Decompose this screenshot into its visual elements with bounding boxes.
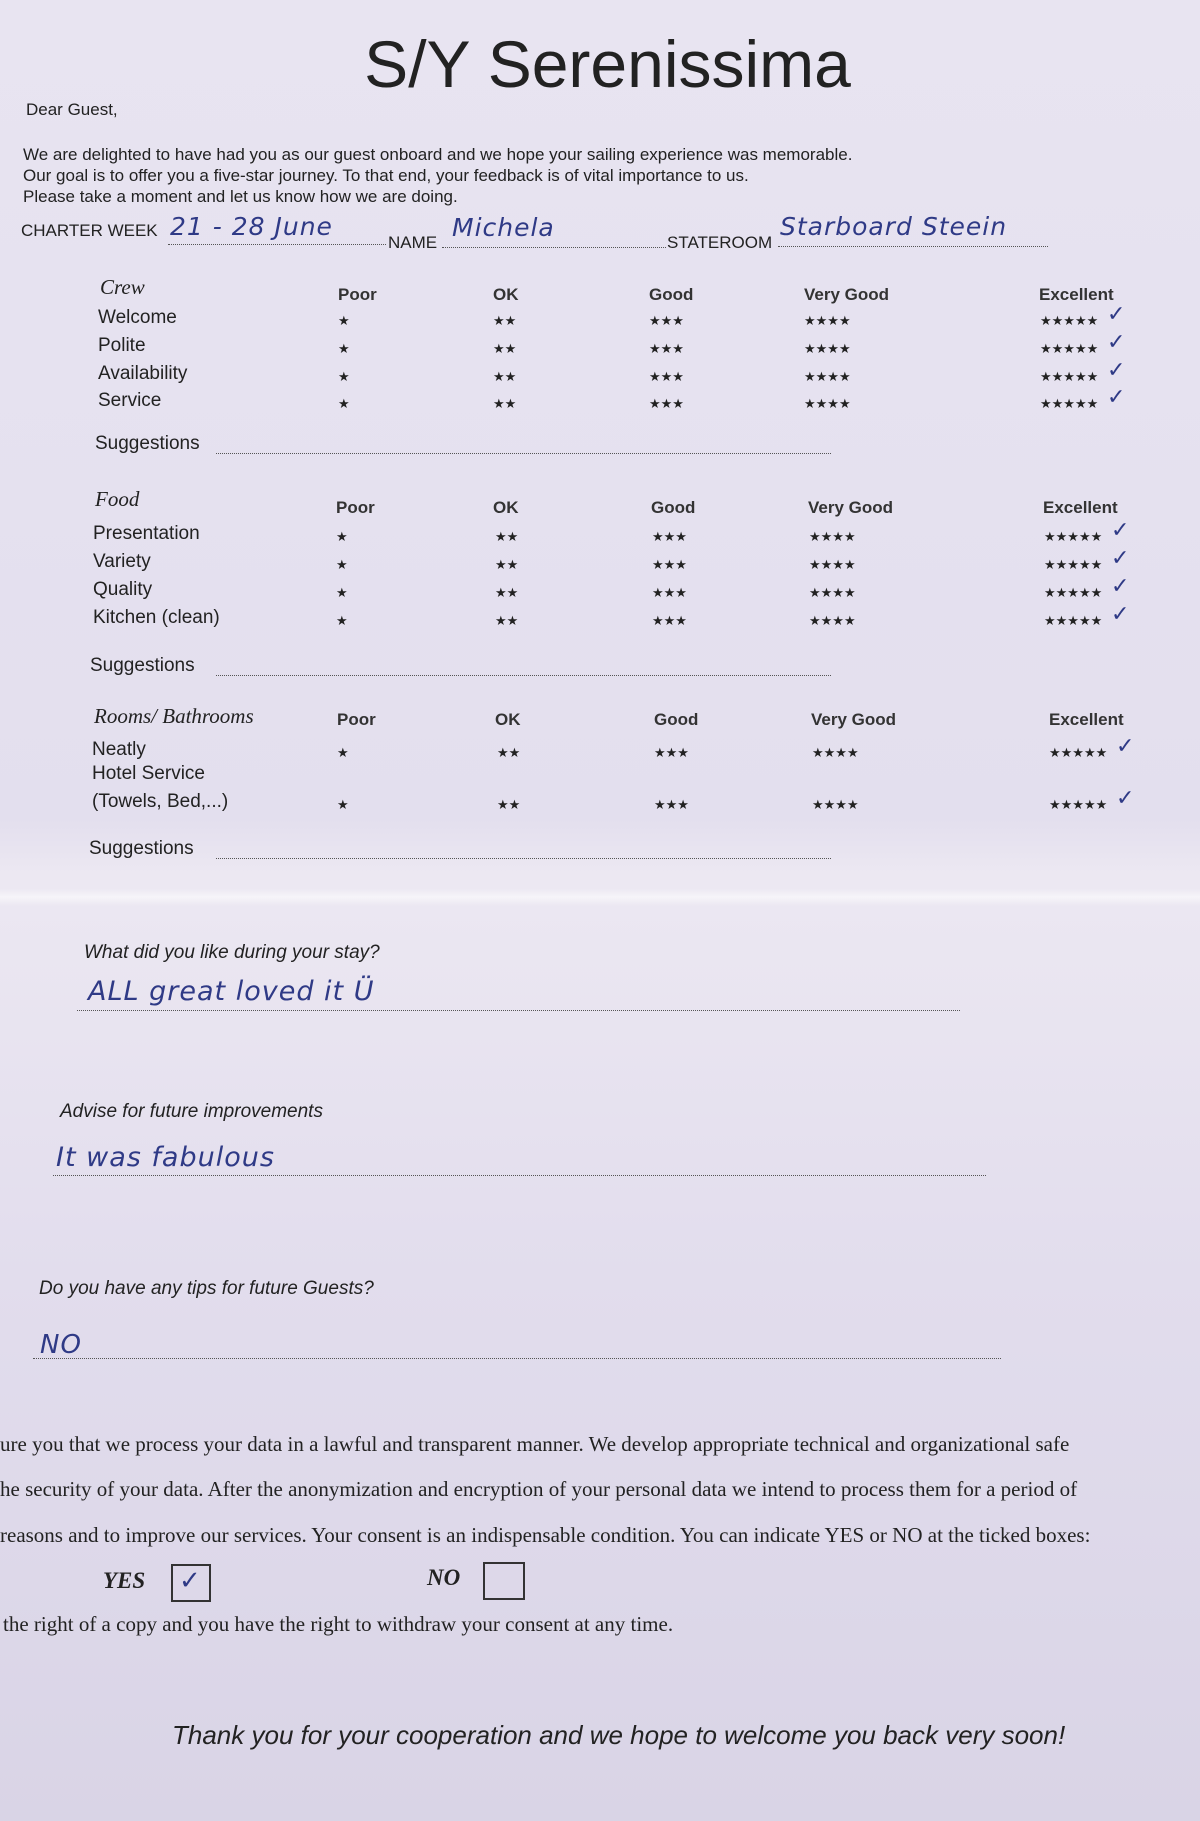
selected-check-icon: ✓ (1111, 546, 1130, 571)
answer-tips-line (33, 1358, 1001, 1359)
rating-stars-option[interactable]: ★★ (495, 529, 519, 544)
intro-line-3: Please take a moment and let us know how we are doing. (23, 187, 458, 206)
selected-check-icon: ✓ (1111, 518, 1130, 543)
rating-stars-option[interactable]: ★★★★ (812, 797, 859, 812)
consent-footer-line: the right of a copy and you have the right to withdraw your consent at any time. (3, 1612, 674, 1636)
rating-column-header: Excellent (1049, 710, 1124, 729)
rating-column-header: Poor (337, 710, 376, 729)
question-liked: What did you like during your stay? (84, 942, 380, 963)
rating-stars-option[interactable]: ★★ (495, 557, 519, 572)
rating-row-label: Hotel Service (92, 763, 205, 784)
rating-column-header: OK (495, 710, 521, 729)
stateroom-label: STATEROOM (667, 233, 773, 252)
rating-column-header: Excellent (1039, 285, 1114, 304)
rating-stars-option[interactable]: ★★★★★ (1040, 369, 1099, 384)
answer-liked[interactable]: ALL great loved it Ü (88, 976, 375, 1007)
selected-check-icon: ✓ (1116, 786, 1135, 811)
rating-stars-option[interactable]: ★★★★ (804, 313, 851, 328)
rating-stars-option[interactable]: ★ (336, 557, 348, 572)
rating-stars-option[interactable]: ★ (337, 797, 349, 812)
rating-stars-option[interactable]: ★★★ (649, 369, 684, 384)
rating-stars-option[interactable]: ★★★★ (804, 396, 851, 411)
selected-check-icon: ✓ (1111, 602, 1130, 627)
rating-row-label: Neatly (92, 739, 146, 760)
suggestions-label: Suggestions (95, 433, 200, 454)
intro-line-2: Our goal is to offer you a five-star journey. To that end, your feedback is of vital importance to us. (23, 166, 749, 185)
rating-row-label: Availability (98, 363, 188, 384)
rating-column-header: OK (493, 285, 519, 304)
selected-check-icon: ✓ (1107, 302, 1126, 327)
rating-stars-option[interactable]: ★★★★ (809, 557, 856, 572)
rating-row-label: Quality (93, 579, 153, 600)
rating-stars-option[interactable]: ★★★ (649, 313, 684, 328)
consent-no-label: NO (427, 1565, 461, 1590)
rating-stars-option[interactable]: ★★ (493, 313, 517, 328)
rating-stars-option[interactable]: ★★★★ (804, 341, 851, 356)
charter-week-line (168, 244, 386, 245)
rating-stars-option[interactable]: ★★★ (654, 745, 689, 760)
rating-stars-option[interactable]: ★★ (493, 396, 517, 411)
rating-column-header: Excellent (1043, 498, 1118, 517)
rating-stars-option[interactable]: ★★★ (652, 529, 687, 544)
rating-stars-option[interactable]: ★★★★ (809, 529, 856, 544)
rating-stars-option[interactable]: ★★★ (649, 396, 684, 411)
rating-column-header: Very Good (808, 498, 894, 517)
rating-stars-option[interactable]: ★ (336, 613, 348, 628)
rating-stars-option[interactable]: ★★ (493, 369, 517, 384)
rating-stars-option[interactable]: ★★ (495, 585, 519, 600)
rating-column-header: Good (649, 285, 694, 304)
stateroom-line (778, 246, 1048, 247)
rating-stars-option[interactable]: ★★★★★ (1044, 529, 1103, 544)
answer-improvements-line (53, 1175, 986, 1176)
answer-liked-line (77, 1010, 960, 1011)
answer-improvements[interactable]: It was fabulous (56, 1142, 275, 1173)
section-title: Crew (100, 275, 145, 299)
rating-stars-option[interactable]: ★★ (493, 341, 517, 356)
rating-stars-option[interactable]: ★★★★★ (1040, 396, 1099, 411)
rating-stars-option[interactable]: ★ (338, 341, 350, 356)
name-value[interactable]: Michela (452, 213, 555, 242)
form-title: S/Y Serenissima (364, 27, 851, 101)
rating-stars-option[interactable]: ★★★★ (812, 745, 859, 760)
suggestions-label: Suggestions (89, 838, 194, 859)
selected-check-icon: ✓ (1111, 574, 1130, 599)
suggestions-label: Suggestions (90, 655, 195, 676)
privacy-line-1: ure you that we process your data in a lawful and transparent manner. We develop appropriate technical and organizational safe (0, 1432, 1070, 1456)
rating-row-label: Kitchen (clean) (93, 607, 220, 628)
rating-stars-option[interactable]: ★ (338, 313, 350, 328)
privacy-line-3: reasons and to improve our services. Your consent is an indispensable condition. You can indicate YES or NO at the ticked boxes: (0, 1523, 1091, 1547)
closing-message: Thank you for your cooperation and we hope to welcome you back very soon! (172, 1720, 1066, 1750)
answer-tips[interactable]: NO (40, 1330, 82, 1360)
consent-yes-label: YES (103, 1568, 146, 1593)
privacy-line-2: he security of your data. After the anonymization and encryption of your personal data we intend to process them for a period of (0, 1477, 1078, 1501)
suggestions-input-line[interactable] (216, 675, 831, 676)
rating-column-header: Poor (338, 285, 377, 304)
name-label: NAME (388, 233, 438, 252)
rating-stars-option[interactable]: ★★★★★ (1040, 341, 1099, 356)
rating-column-header: Good (654, 710, 699, 729)
paper-fold (0, 888, 1200, 906)
rating-row-label: Presentation (93, 523, 200, 544)
rating-stars-option[interactable]: ★★★★★ (1044, 557, 1103, 572)
rating-stars-option[interactable]: ★★★★★ (1049, 745, 1108, 760)
rating-column-header: Good (651, 498, 696, 517)
greeting: Dear Guest, (26, 100, 118, 119)
rating-column-header: OK (493, 498, 519, 517)
selected-check-icon: ✓ (1107, 358, 1126, 383)
rating-stars-option[interactable]: ★ (338, 369, 350, 384)
rating-stars-option[interactable]: ★ (337, 745, 349, 760)
rating-stars-option[interactable]: ★★★★ (804, 369, 851, 384)
rating-stars-option[interactable]: ★★★★ (809, 585, 856, 600)
rating-stars-option[interactable]: ★★ (497, 745, 521, 760)
rating-column-header: Very Good (804, 285, 890, 304)
rating-stars-option[interactable]: ★★★★★ (1040, 313, 1099, 328)
section-title: Food (95, 487, 140, 511)
consent-no-checkbox[interactable] (483, 1562, 525, 1600)
rating-row-label: Variety (93, 551, 151, 572)
consent-yes-check-icon: ✓ (179, 1566, 201, 1596)
charter-week-value[interactable]: 21 - 28 June (170, 212, 333, 241)
charter-week-label: CHARTER WEEK (21, 221, 158, 240)
selected-check-icon: ✓ (1116, 734, 1135, 759)
selected-check-icon: ✓ (1107, 330, 1126, 355)
rating-row-label: (Towels, Bed,...) (92, 791, 229, 812)
section-title: Rooms/ Bathrooms (94, 704, 254, 728)
suggestions-input-line[interactable] (216, 858, 831, 859)
consent-yes-checkbox[interactable] (171, 1564, 211, 1602)
rating-stars-option[interactable]: ★★★★★ (1044, 585, 1103, 600)
suggestions-input-line[interactable] (216, 453, 831, 454)
rating-stars-option[interactable]: ★ (336, 585, 348, 600)
rating-stars-option[interactable]: ★★★★★ (1049, 797, 1108, 812)
rating-stars-option[interactable]: ★★ (495, 613, 519, 628)
rating-stars-option[interactable]: ★★★ (649, 341, 684, 356)
rating-column-header: Poor (336, 498, 375, 517)
rating-row-label: Polite (98, 335, 146, 356)
rating-stars-option[interactable]: ★ (336, 529, 348, 544)
rating-stars-option[interactable]: ★★ (497, 797, 521, 812)
rating-row-label: Service (98, 390, 162, 411)
question-improvements: Advise for future improvements (60, 1101, 323, 1122)
rating-column-header: Very Good (811, 710, 897, 729)
rating-stars-option[interactable]: ★★★★★ (1044, 613, 1103, 628)
rating-stars-option[interactable]: ★★★ (652, 557, 687, 572)
rating-stars-option[interactable]: ★★★ (652, 585, 687, 600)
selected-check-icon: ✓ (1107, 385, 1126, 410)
rating-stars-option[interactable]: ★★★ (652, 613, 687, 628)
rating-stars-option[interactable]: ★★★★ (809, 613, 856, 628)
name-line (442, 247, 666, 248)
rating-row-label: Welcome (98, 307, 177, 328)
stateroom-value[interactable]: Starboard Steein (780, 212, 1008, 241)
rating-stars-option[interactable]: ★ (338, 396, 350, 411)
intro-line-1: We are delighted to have had you as our guest onboard and we hope your sailing experience was memorable. (23, 145, 853, 164)
question-tips: Do you have any tips for future Guests? (39, 1278, 374, 1299)
rating-stars-option[interactable]: ★★★ (654, 797, 689, 812)
